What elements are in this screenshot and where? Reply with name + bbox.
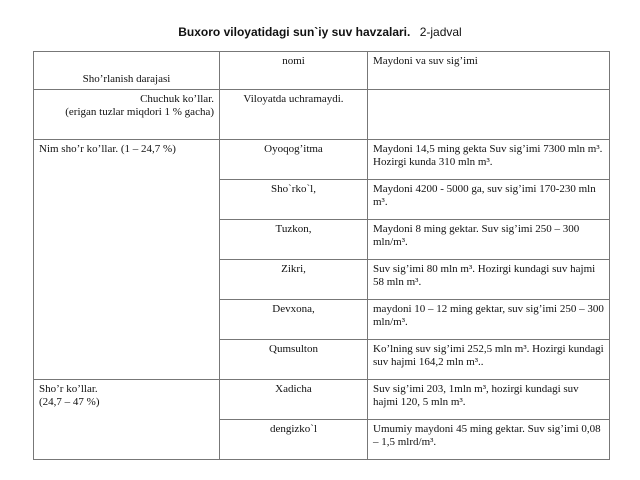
lake-detail: Suv sig’imi 203, 1mln m³, hozirgi kundagi suv hajmi 120, 5 mln m³.	[368, 380, 610, 420]
group-fresh-label: Chuchuk ko’llar. (erigan tuzlar miqdori 1 % gacha)	[34, 90, 220, 140]
lake-name: Tuzkon,	[220, 220, 368, 260]
table-title	[0, 25, 640, 39]
title-table-number: 2-jadval	[419, 25, 462, 39]
table-row	[34, 90, 610, 140]
header-salinity: Sho’rlanish darajasi	[34, 52, 220, 90]
lake-name: Oyoqog’itma	[220, 140, 368, 180]
lake-detail: Ko’lning suv sig’imi 252,5 mln m³. Hozirgi kundagi suv hajmi 164,2 mln m³..	[368, 340, 610, 380]
lake-detail: Maydoni 8 ming gektar. Suv sig’imi 250 – 300 mln/m³.	[368, 220, 610, 260]
table-row	[34, 140, 610, 180]
lake-detail: maydoni 10 – 12 ming gektar, suv sig’imi 250 – 300 mln/m³.	[368, 300, 610, 340]
title-main: Buxoro viloyatidagi sun`iy suv havzalari.	[178, 25, 411, 39]
lake-detail: Maydoni 4200 - 5000 ga, suv sig’imi 170-230 mln m³.	[368, 180, 610, 220]
lake-detail: Umumiy maydoni 45 ming gektar. Suv sig’imi 0,08 – 1,5 mlrd/m³.	[368, 420, 610, 460]
lake-name: Zikri,	[220, 260, 368, 300]
lake-detail: Maydoni 14,5 ming gekta Suv sig’imi 7300 mln m³. Hozirgi kunda 310 mln m³.	[368, 140, 610, 180]
group-saline-label: Sho’r ko’llar. (24,7 – 47 %)	[34, 380, 220, 460]
header-area-volume: Maydoni va suv sig’imi	[368, 52, 610, 90]
lake-name: Sho`rko`l,	[220, 180, 368, 220]
header-name: nomi	[220, 52, 368, 90]
lake-name: Devxona,	[220, 300, 368, 340]
lake-name: dengizko`l	[220, 420, 368, 460]
table-row	[34, 380, 610, 420]
lakes-table	[33, 51, 610, 460]
group-brackish-label: Nim sho’r ko’llar. (1 – 24,7 %)	[34, 140, 220, 380]
lake-name: Xadicha	[220, 380, 368, 420]
lake-name: Viloyatda uchramaydi.	[220, 90, 368, 140]
lake-detail	[368, 90, 610, 140]
header-row	[34, 52, 610, 90]
lake-name: Qumsulton	[220, 340, 368, 380]
lake-detail: Suv sig’imi 80 mln m³. Hozirgi kundagi suv hajmi 58 mln m³.	[368, 260, 610, 300]
